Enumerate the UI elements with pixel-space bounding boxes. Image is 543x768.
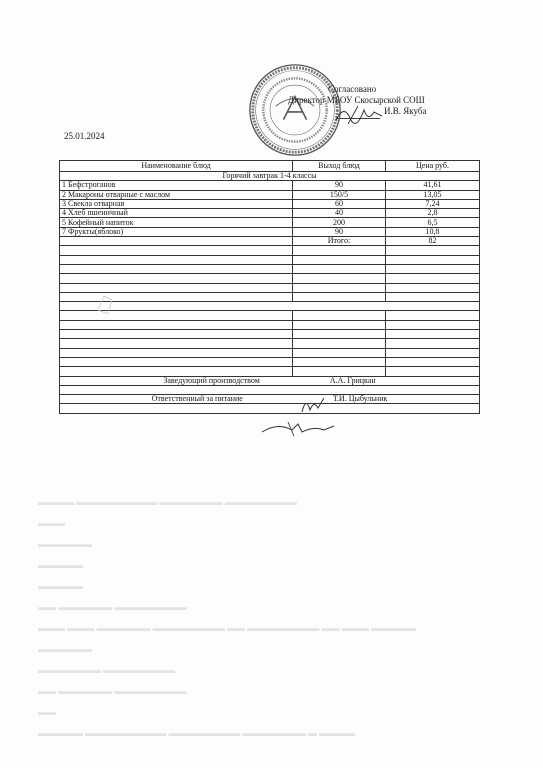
document-date: 25.01.2024 (64, 131, 105, 141)
dish-price: 2,8 (386, 209, 480, 218)
dish-yield: 150/5 (293, 190, 386, 199)
empty-row (60, 367, 480, 376)
dish-yield: 90 (293, 181, 386, 190)
dish-price: 6,5 (386, 218, 480, 227)
empty-row (60, 302, 480, 311)
header-price: Цена руб. (386, 161, 480, 172)
dish-price: 7,24 (386, 199, 480, 208)
empty-row (60, 385, 480, 394)
header-yield: Выход блюд (293, 161, 386, 172)
dish-name: 4 Хлеб пшеничный (60, 209, 293, 218)
empty-row (60, 357, 480, 366)
dish-price: 41,61 (386, 181, 480, 190)
pencil-mark-icon (92, 288, 122, 318)
total-row (60, 237, 480, 246)
dish-yield: 90 (293, 227, 386, 236)
bleed-through-text: ▬▬▬▬ ▬▬▬▬▬▬▬▬▬ ▬▬▬▬▬▬▬ ▬▬▬▬▬▬▬▬ ▬▬▬ ▬▬▬▬▬▬ ▬▬▬▬▬ ▬▬▬▬▬ ▬▬ ▬▬▬▬▬▬ ▬▬▬▬▬▬▬▬ ▬▬▬ ▬▬▬ ▬▬▬▬▬▬ ▬▬▬▬▬▬▬▬ ▬▬ ▬▬▬▬▬▬▬▬ ▬▬ ▬▬▬ ▬▬▬▬▬ ▬▬▬▬▬▬ ▬▬▬▬▬▬▬ ▬▬▬▬▬▬▬▬ ▬▬ ▬▬▬▬▬▬ ▬▬▬▬▬▬▬▬ ▬▬ ▬▬▬▬▬ ▬▬▬▬▬▬▬▬▬ ▬▬▬▬▬▬▬▬ ▬▬▬▬▬▬▬ ▬ ▬▬▬▬ (38, 497, 416, 738)
responsible-name: Т.И. Цыбульник (332, 394, 388, 404)
dish-name: 3 Свекла отварная (60, 199, 293, 208)
empty-row (60, 311, 480, 320)
manager-signature-row (60, 376, 480, 385)
empty-row (60, 292, 480, 301)
table-row (60, 227, 480, 236)
table-row (60, 199, 480, 208)
dish-yield: 40 (293, 209, 386, 218)
dish-price: 10,8 (386, 227, 480, 236)
empty-row (60, 404, 480, 413)
empty-row (60, 320, 480, 329)
dish-name: 7 Фрукты(яблоко) (60, 227, 293, 236)
section-title: Горячий завтрак 1-4 классы (60, 172, 480, 181)
total-empty-cell (60, 237, 293, 246)
empty-row (60, 255, 480, 264)
empty-row (60, 348, 480, 357)
manager-role: Заведующий производством (163, 376, 260, 385)
empty-row (60, 330, 480, 339)
dish-yield: 200 (293, 218, 386, 227)
table-header-row (60, 161, 480, 172)
director-signature-icon (330, 100, 390, 128)
header-dish-name: Наименование блюд (60, 161, 293, 172)
menu-table (59, 160, 480, 414)
dish-yield: 60 (293, 199, 386, 208)
responsible-role: Ответственный за питание (151, 394, 243, 404)
table-row (60, 190, 480, 199)
empty-row (60, 264, 480, 273)
table-row (60, 181, 480, 190)
table-row (60, 209, 480, 218)
empty-row (60, 246, 480, 255)
manager-name: А.А. Грицкан (329, 376, 376, 385)
total-label: Итого: (293, 237, 386, 246)
approval-position: Директор МБОУ Скосырской СОШ (288, 95, 425, 105)
section-row (60, 172, 480, 181)
responsible-signature-icon (258, 418, 338, 438)
empty-row (60, 283, 480, 292)
manager-signature-icon (298, 394, 328, 416)
approval-title: Согласовано (328, 84, 377, 94)
empty-row (60, 339, 480, 348)
empty-row (60, 274, 480, 283)
dish-name: 2 Макароны отварные с маслом (60, 190, 293, 199)
approval-name: И.В. Якуба (384, 106, 427, 116)
dish-name: 1 Бефстроганов (60, 181, 293, 190)
responsible-signature-row (60, 395, 480, 404)
total-value: 82 (386, 237, 480, 246)
dish-name: 5 Кофейный напиток (60, 218, 293, 227)
table-row (60, 218, 480, 227)
dish-price: 13,05 (386, 190, 480, 199)
